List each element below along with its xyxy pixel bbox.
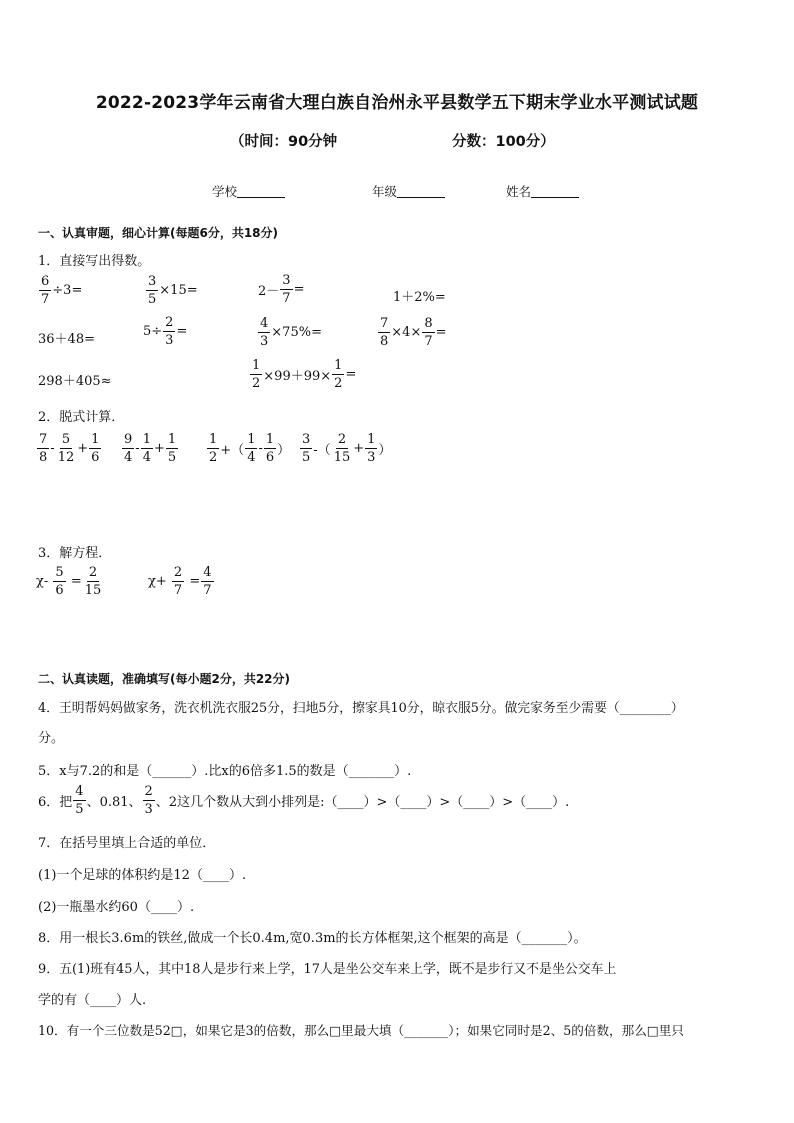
question-5: 5．x与7.2的和是（______）.比x的6倍多1.5的数是（_______）. — [38, 764, 412, 779]
calc-1c: 2－ $\frac{3}{7}$ = — [258, 273, 305, 306]
question-4: 4．王明帮妈妈做家务，洗衣机洗衣服25分，扫地5分，擦家具10分，晾衣服5分。做完家务至少需要（________） — [38, 701, 684, 716]
school-field — [212, 182, 285, 200]
question-1: 1．直接写出得数。 — [38, 254, 151, 269]
calc-1j: $\frac{1}{2}$ ×99＋99× $\frac{1}{2}$ = — [252, 358, 357, 391]
name-blank[interactable] — [531, 185, 579, 198]
calc-1h: $\frac{7}{8}$ ×4× $\frac{8}{7}$ = — [380, 316, 447, 349]
calc-1a: $\frac{6}{7}$ ÷3= — [41, 274, 83, 307]
school-blank[interactable] — [237, 185, 285, 198]
school-label: 学校 — [212, 184, 238, 199]
calc-1d: 1＋2%= — [393, 290, 446, 305]
grade-field — [372, 182, 445, 200]
expr-2d: $\frac{3}{5}$ -（ $\frac{2}{15}$ + $\frac{1}{3}$ ） — [302, 432, 392, 465]
exam-score: 分数：100分） — [452, 134, 555, 150]
question-3: 3．解方程． — [38, 546, 112, 561]
section-2-heading: 二、认真读题，准确填写(每小题2分，共22分) — [38, 672, 291, 686]
question-9-cont: 学的有（____）人. — [38, 993, 147, 1008]
question-10: 10．有一个三位数是52□，如果它是3的倍数，那么□里最大填（_______）；如果它同时是2、5的倍数，那么□里只 — [38, 1023, 684, 1038]
expr-2c: $\frac{1}{2}$ +（ $\frac{1}{4}$ - $\frac{1}{6}$ ） — [209, 432, 291, 465]
question-7a: (1)一个足球的体积约是12（____）. — [38, 868, 247, 883]
expr-2b: $\frac{9}{4}$ - $\frac{1}{4}$ + $\frac{1}{5}$ — [124, 432, 177, 465]
question-7: 7．在括号里填上合适的单位． — [38, 836, 216, 851]
expr-2a: $\frac{7}{8}$ - $\frac{5}{12}$ + $\frac{1}{6}$ — [39, 432, 100, 465]
question-2: 2．脱式计算． — [38, 410, 125, 425]
equation-3b: χ+ $\frac{2}{7}$ = $\frac{4}{7}$ — [148, 565, 212, 598]
question-9: 9．五(1)班有45人，其中18人是步行来上学，17人是坐公交车来上学，既不是步行又不是坐公交车上 — [38, 962, 617, 977]
calc-1i: 298＋405≈ — [38, 374, 112, 389]
question-8: 8．用一根长3.6m的铁丝,做成一个长0.4m,宽0.3m的长方体框架,这个框架的高是（_______）。 — [38, 931, 587, 946]
question-7b: (2)一瓶墨水约60（____）. — [38, 900, 195, 915]
page-title: 2022-2023学年云南省大理白族自治州永平县数学五下期末学业水平测试试题 — [95, 93, 699, 113]
calc-1e: 36＋48= — [38, 332, 95, 347]
question-4-cont: 分。 — [38, 731, 65, 746]
grade-blank[interactable] — [397, 185, 445, 198]
calc-1f: 5÷ $\frac{2}{3}$ = — [143, 315, 188, 348]
equation-3a: χ- $\frac{5}{6}$ = $\frac{2}{15}$ — [36, 565, 102, 598]
name-field — [506, 182, 579, 200]
name-label: 姓名 — [506, 184, 532, 199]
calc-1b: $\frac{3}{5}$ ×15= — [148, 274, 198, 307]
calc-1g: $\frac{4}{3}$ ×75%= — [260, 316, 322, 349]
section-1-heading: 一、认真审题，细心计算(每题6分，共18分) — [38, 226, 279, 240]
question-6: 6．把 $\frac{4}{5}$ 、0.81、 $\frac{2}{3}$ 、2这几个数从大到小排列是:（____）>（____）>（____）>（____）. — [38, 784, 570, 817]
exam-time: （时间：90分钟 — [230, 134, 338, 150]
grade-label: 年级 — [372, 184, 398, 199]
